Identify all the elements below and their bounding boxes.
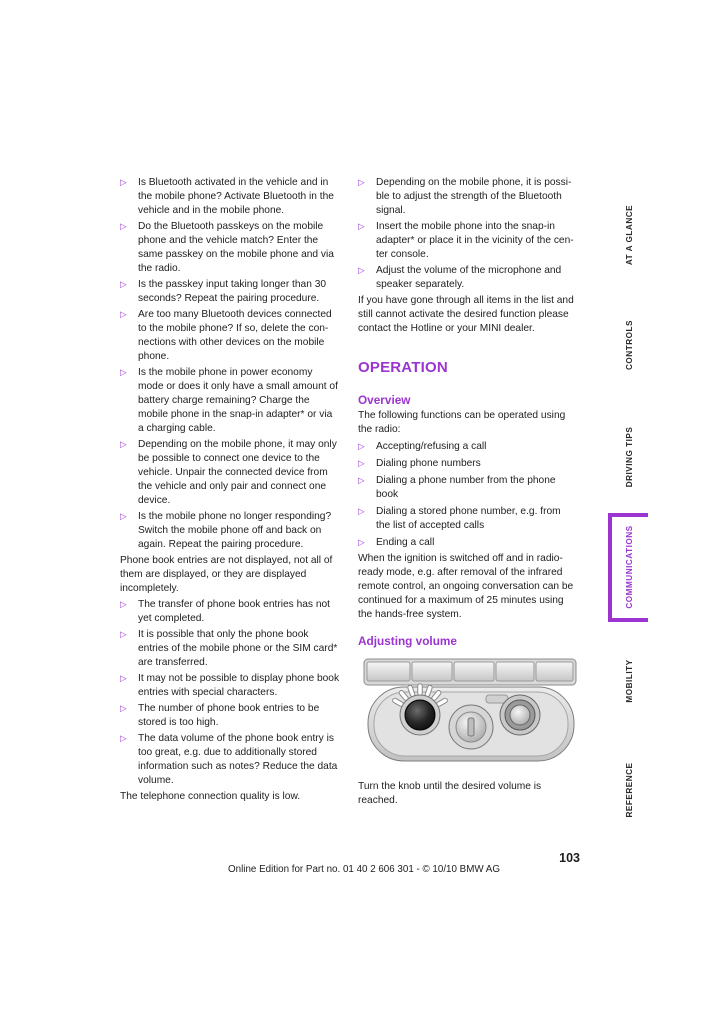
side-tab-controls: CONTROLS [625,320,634,370]
list-item [358,176,598,218]
list-item [120,176,348,218]
list-item-text: Do the Bluetooth passkeys on the mobile phone and the vehicle match? Enter the same passkey on the mobile phone and via the radio. [138,221,334,274]
subsection-heading-adjusting-volume: Adjusting volume [358,634,457,648]
bullet-triangle-icon: ▷ [358,178,365,188]
list-item [120,308,348,364]
list-item-text: Are too many Bluetooth devices connected to the mobile phone? If so, delete the con- nections with other devices on the mobile phone. [138,309,332,362]
left-column [120,176,348,804]
paragraph: The following functions can be operated using the radio: [358,410,566,435]
subsection-heading-overview: Overview [358,393,411,407]
list-item [120,628,348,670]
strip-button [454,662,494,681]
strip-button [496,662,534,681]
list-item [120,220,348,276]
button-strip [364,659,576,685]
list-item [120,510,348,552]
list-item-text: Depending on the mobile phone, it may only be possible to connect one device to the vehicle. Unpair the connected device from the vehicle and only pair and connect one device. [138,439,337,506]
paragraph: The telephone connection quality is low. [120,791,301,802]
list-item-text: Dialing phone numbers [376,458,481,469]
list-item-text: The transfer of phone book entries has not yet completed. [138,599,330,624]
list-item-text: Dialing a phone number from the phone book [376,475,556,500]
list-item [120,366,348,436]
bullet-triangle-icon: ▷ [358,476,365,486]
bullet-triangle-icon: ▷ [120,600,127,610]
page-number: 103 [559,851,580,865]
bullet-triangle-icon: ▷ [120,630,127,640]
list-item-text: Is the passkey input taking longer than 30 seconds? Repeat the pairing procedure. [138,279,327,304]
list-item [120,598,348,626]
list-item [120,672,348,700]
bullet-triangle-icon: ▷ [120,704,127,714]
side-tab-communications: COMMUNICATIONS [625,525,634,609]
strip-button [367,662,410,681]
center-button [449,705,493,749]
side-tab-reference: REFERENCE [625,762,634,818]
list-item-text: It may not be possible to display phone book entries with special characters. [138,673,340,698]
bullet-triangle-icon: ▷ [120,280,127,290]
bullet-triangle-icon: ▷ [358,507,365,517]
list-item-text: Depending on the mobile phone, it is possi- ble to adjust the strength of the Bluetooth signal. [376,177,572,216]
strip-button [412,662,452,681]
list-item [120,732,348,788]
strip-button [536,662,573,681]
right-column [358,176,598,808]
section-heading: OPERATION [358,359,448,376]
right-knob [500,695,540,735]
list-item-text: Ending a call [376,537,435,548]
list-item-text: Is the mobile phone no longer responding? Switch the mobile phone off and back on again. Repeat the pairing procedure. [138,511,332,550]
bullet-triangle-icon: ▷ [120,512,127,522]
list-item [358,536,598,550]
list-item [358,220,598,262]
bullet-triangle-icon: ▷ [120,440,127,450]
bullet-triangle-icon: ▷ [358,266,365,276]
bullet-triangle-icon: ▷ [358,459,365,469]
paragraph: Phone book entries are not displayed, not all of them are displayed, or they are displayed incompletely. [120,555,333,594]
side-tab-mobility: MOBILITY [625,659,634,703]
list-item [358,505,598,533]
list-item-text: Accepting/refusing a call [376,441,487,452]
bullet-triangle-icon: ▷ [120,674,127,684]
page-footer: Online Edition for Part no. 01 40 2 606 301 - © 10/10 BMW AG [228,864,500,875]
list-item [358,474,598,502]
list-item-text: Is the mobile phone in power economy mode or does it only have a small amount of battery charge remaining? Charge the mobile phone in the snap-in adapter* or via a charging cable. [138,367,338,434]
side-tab-at-a-glance: AT A GLANCE [625,204,634,266]
bullet-triangle-icon: ▷ [120,178,127,188]
list-item-text: It is possible that only the phone book entries of the mobile phone or the SIM card* are transferred. [138,629,338,668]
list-item [120,278,348,306]
bullet-triangle-icon: ▷ [120,310,127,320]
side-tab-driving-tips: DRIVING TIPS [625,426,634,488]
figure-caption: Turn the knob until the desired volume is reached. [358,781,542,806]
bullet-triangle-icon: ▷ [358,442,365,452]
bullet-triangle-icon: ▷ [358,538,365,548]
list-item [358,264,598,292]
list-item-text: Adjust the volume of the microphone and speaker separately. [376,265,562,290]
radio-volume-knob-illustration [358,655,580,765]
bullet-triangle-icon: ▷ [120,734,127,744]
volume-knob [400,695,440,735]
list-item-text: The number of phone book entries to be stored is too high. [138,703,320,728]
list-item [358,440,598,454]
paragraph: If you have gone through all items in the list and still cannot activate the desired function please contact the Hotline or your MINI dealer. [358,295,574,334]
list-item [120,702,348,730]
bullet-triangle-icon: ▷ [358,222,365,232]
list-item-text: Is Bluetooth activated in the vehicle and in the mobile phone? Activate Bluetooth in the vehicle and in the mobile phone. [138,177,334,216]
list-item-text: Dialing a stored phone number, e.g. from the list of accepted calls [376,506,561,531]
list-item-text: The data volume of the phone book entry is too great, e.g. due to additionally stored information such as notes? Reduce the data volume. [138,733,338,786]
paragraph: When the ignition is switched off and in radio- ready mode, e.g. after removal of the infrared remote control, an ongoing conversation can be continued for a maximum of 25 minutes using the hands-free system. [358,553,574,620]
list-item-text: Insert the mobile phone into the snap-in adapter* or place it in the vicinity of the cen- ter console. [376,221,574,260]
list-item [358,457,598,471]
bullet-triangle-icon: ▷ [120,222,127,232]
bullet-triangle-icon: ▷ [120,368,127,378]
list-item [120,438,348,508]
